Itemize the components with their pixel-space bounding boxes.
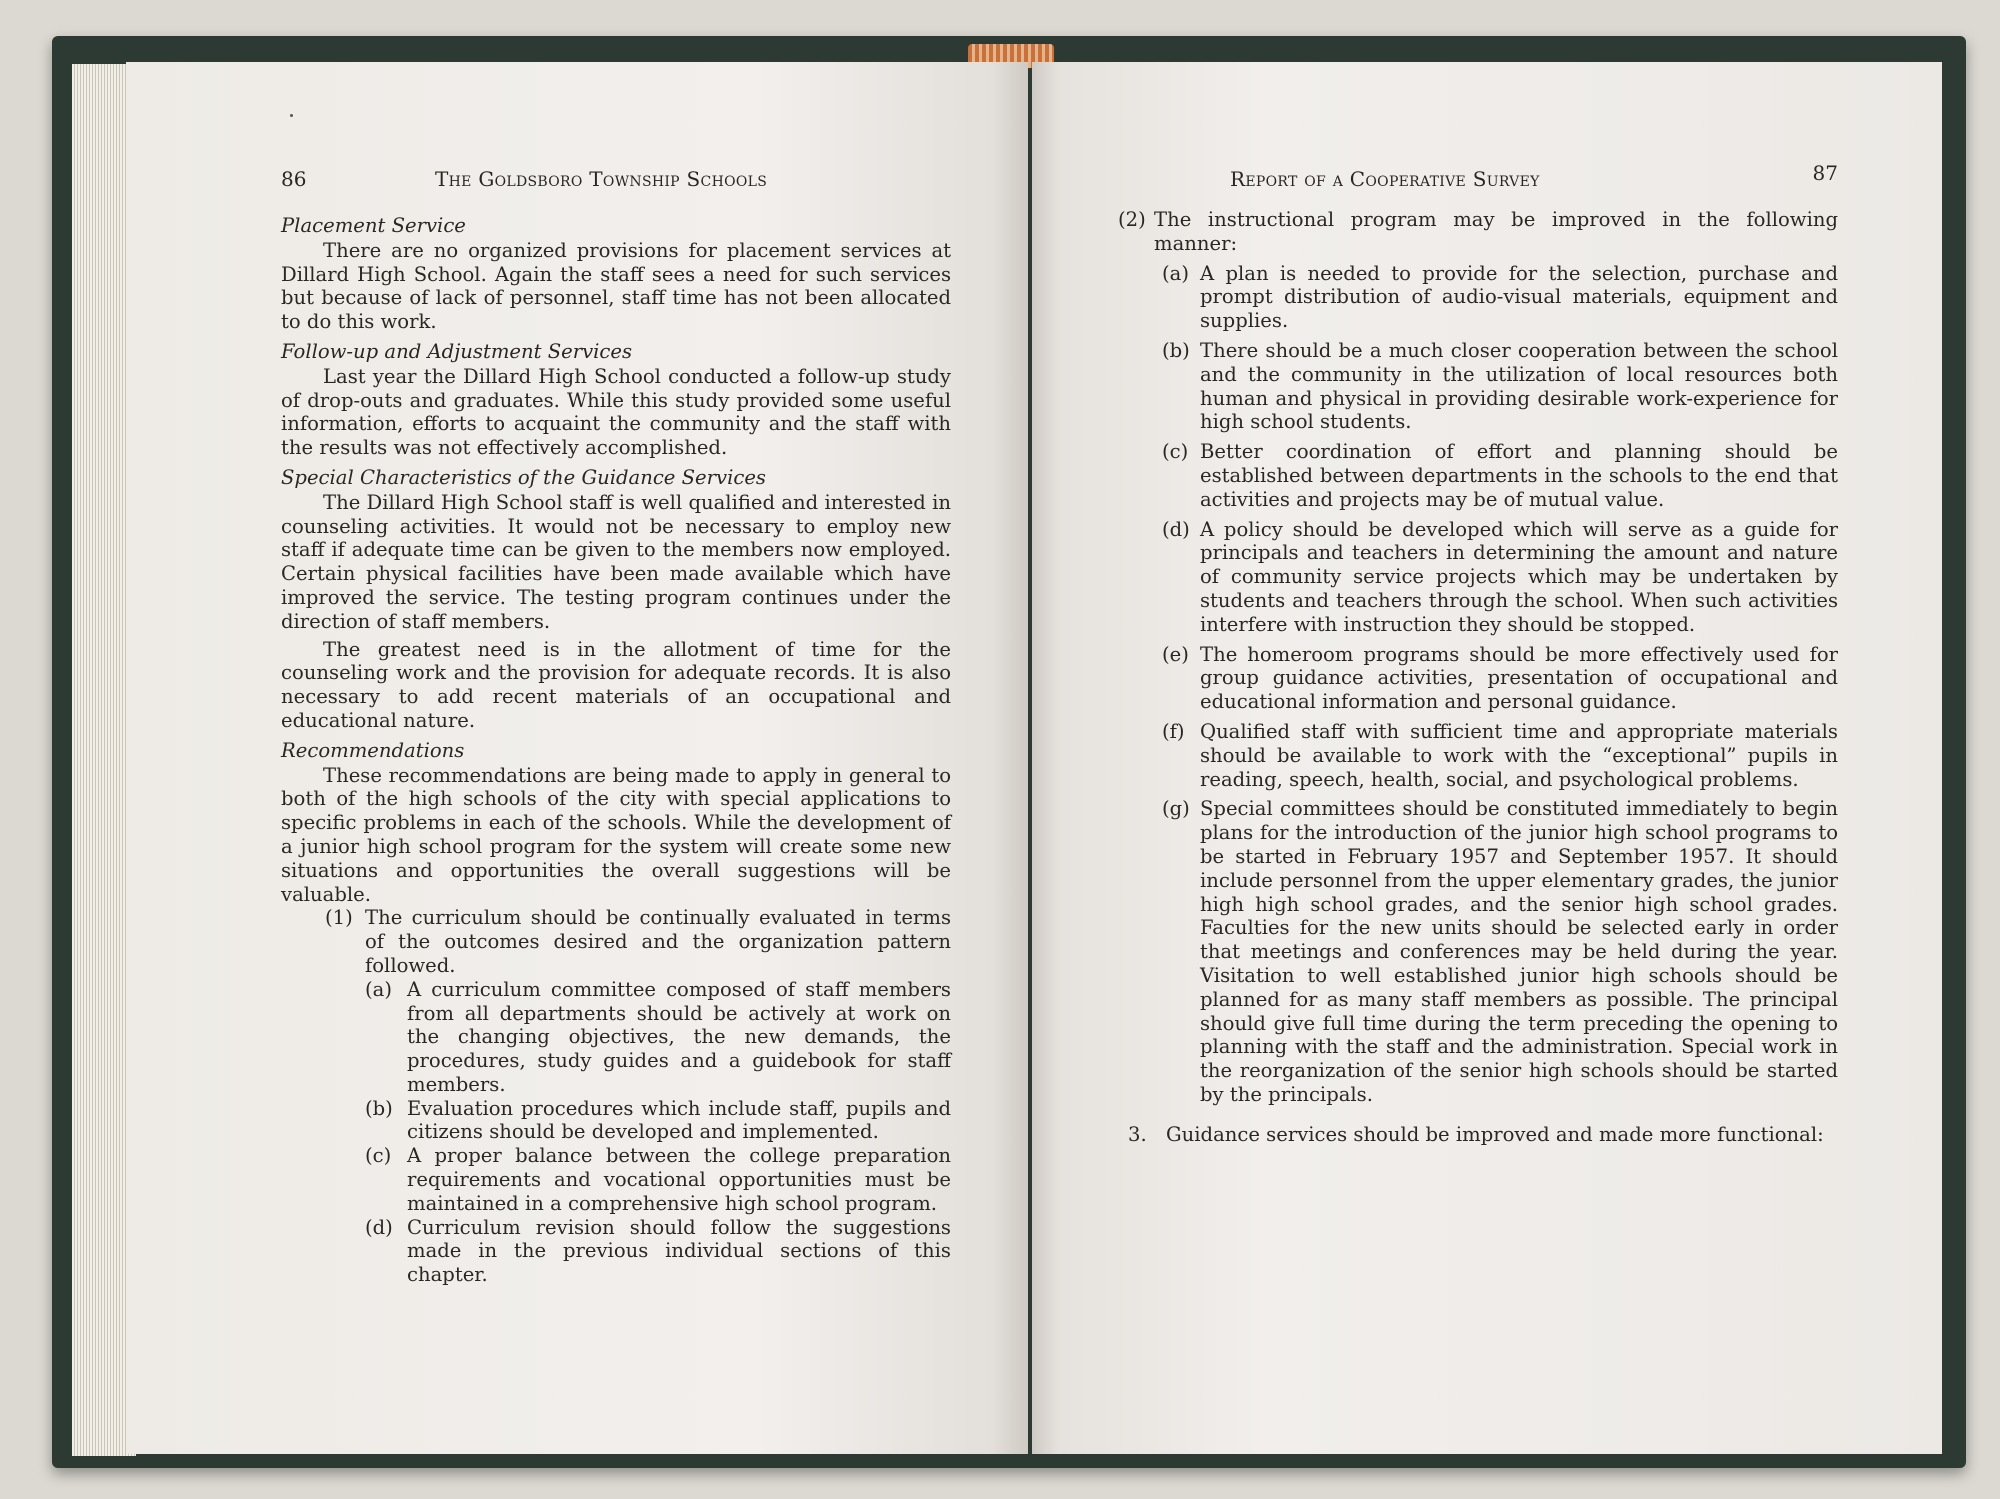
recommendations-paragraph: These recommendations are being made to apply in general to both of the high schools of the city with special applications to specific problems in each of the schools. While the development of a junior high school program for the system will create some new situations and opportunities the overall suggestions will be valuable. xyxy=(281,763,951,906)
list-item xyxy=(281,1097,951,1145)
list-item xyxy=(1118,1123,1838,1147)
list-item-label: (f) xyxy=(1162,719,1185,743)
list-item-label: (1) xyxy=(325,906,353,930)
list-item-text: The curriculum should be continually evaluated in terms of the outcomes desired and the organization pattern followed. xyxy=(365,906,951,977)
list-item-text: A proper balance between the college preparation requirements and vocational opportunities must be maintained in a comprehensive high school program. xyxy=(407,1144,951,1215)
list-item-text: Qualified staff with sufficient time and appropriate materials should be available to work with the “exceptional” pupils in reading, speech, health, social, and psychological problems. xyxy=(1200,719,1838,791)
special-paragraph-2: The greatest need is in the allotment of time for the counseling work and the provision for adequate records. It is also necessary to add recent materials of an occupational and educational nature. xyxy=(281,637,951,732)
list-item xyxy=(1118,720,1838,791)
list-item-text: Special committees should be constituted immediately to begin plans for the introduction of the junior high school programs to be started in February 1957 and September 1957. It should include personnel from the upper elementary grades, the junior high high school grades, and the senior high school grades. Faculties for the new units should be selected early in order that meetings and conferences may be held during the year. Visitation to well established junior high schools should be planned for as many staff members as possible. The principal should give full time during the term preceding the opening to planning with the staff and the administration. Special work in the reorganization of the senior high schools should be started by the principals. xyxy=(1200,797,1838,1106)
list-item xyxy=(281,1144,951,1215)
list-item-text: Guidance services should be improved and made more functional: xyxy=(1166,1122,1824,1146)
left-running-title: The Goldsboro Township Schools xyxy=(435,167,768,191)
left-running-head xyxy=(281,168,951,208)
left-page xyxy=(126,62,1028,1454)
placement-paragraph: There are no organized provisions for placement services at Dillard High School. Again the staff sees a need for such services but because of lack of personnel, staff time has not been allocated to do this work. xyxy=(281,238,951,334)
list-item-text: Better coordination of effort and planning should be established between departments in the schools to the end that activities and projects may be of mutual value. xyxy=(1200,440,1838,511)
list-item-label: (a) xyxy=(365,977,392,1001)
list-item xyxy=(281,978,951,1097)
list-item xyxy=(1118,339,1838,434)
list-item-label: 3. xyxy=(1128,1122,1147,1146)
list-item-label: (c) xyxy=(365,1144,392,1168)
list-item xyxy=(1118,643,1838,714)
left-page-text xyxy=(281,168,951,1287)
list-item-label: (e) xyxy=(1162,642,1189,666)
followup-paragraph: Last year the Dillard High School conducted a follow-up study of drop-outs and graduates. While this study provided some useful information, efforts to acquaint the community and the staff with the results was not effectively accomplished. xyxy=(281,364,951,460)
list-item-text: There should be a much closer cooperation between the school and the community in the utilization of local resources both human and physical in providing desirable work-experience for high school students. xyxy=(1200,338,1838,434)
left-page-number: 86 xyxy=(281,167,307,191)
list-item-label: (d) xyxy=(1162,517,1190,541)
list-item-text: A policy should be developed which will serve as a guide for principals and teachers in determining the amount and nature of community service projects which may be undertaken by students and teachers through the school. When such activities interfere with instruction they should be stopped. xyxy=(1200,517,1838,636)
list-item-label: (a) xyxy=(1162,261,1189,285)
recommendations-heading: Recommendations xyxy=(281,738,465,762)
right-page xyxy=(1032,62,1942,1454)
list-item-label: (b) xyxy=(1162,338,1190,362)
followup-heading: Follow-up and Adjustment Services xyxy=(281,339,633,363)
list-item xyxy=(1118,797,1838,1106)
list-item-text: Evaluation procedures which include staff, pupils and citizens should be developed and implemented. xyxy=(407,1096,951,1144)
list-item xyxy=(1118,440,1838,511)
list-item-text: Curriculum revision should follow the suggestions made in the previous individual sections of this chapter. xyxy=(407,1215,951,1287)
list-item-label: (2) xyxy=(1118,208,1146,231)
list-item xyxy=(1118,518,1838,637)
list-item xyxy=(281,906,951,977)
special-paragraph-1: The Dillard High School staff is well qualified and interested in counseling activities. It would not be necessary to employ new staff if adequate time can be given to the members now employed. Certain physical facilities have been made available which have improved the service. The testing program continues under the direction of staff members. xyxy=(281,490,951,633)
list-item xyxy=(1118,208,1838,256)
list-item-text: A curriculum committee composed of staff members from all departments should be actively at work on the changing objectives, the new demands, the procedures, study guides and a guidebook for staff members. xyxy=(407,977,951,1096)
right-running-head xyxy=(1118,161,1838,208)
list-item-label: (c) xyxy=(1162,440,1189,464)
list-item xyxy=(281,1216,951,1287)
placement-heading: Placement Service xyxy=(281,214,466,237)
list-item-text: The homeroom programs should be more effectively used for group guidance activities, presentation of occupational and educational information and personal guidance. xyxy=(1200,642,1838,714)
list-item-label: (g) xyxy=(1162,797,1190,821)
list-item-text: A plan is needed to provide for the selection, purchase and prompt distribution of audio-visual materials, equipment and supplies. xyxy=(1200,261,1838,333)
special-heading: Special Characteristics of the Guidance Services xyxy=(281,465,766,489)
list-item xyxy=(1118,262,1838,333)
right-page-number: 87 xyxy=(1812,161,1838,185)
list-item-label: (b) xyxy=(365,1096,393,1120)
right-running-title: Report of a Cooperative Survey xyxy=(1230,167,1540,191)
list-item-label: (d) xyxy=(365,1215,393,1239)
speck xyxy=(290,114,293,117)
list-item-text: The instructional program may be improved in the following manner: xyxy=(1154,208,1838,255)
right-page-text xyxy=(1118,161,1838,1146)
